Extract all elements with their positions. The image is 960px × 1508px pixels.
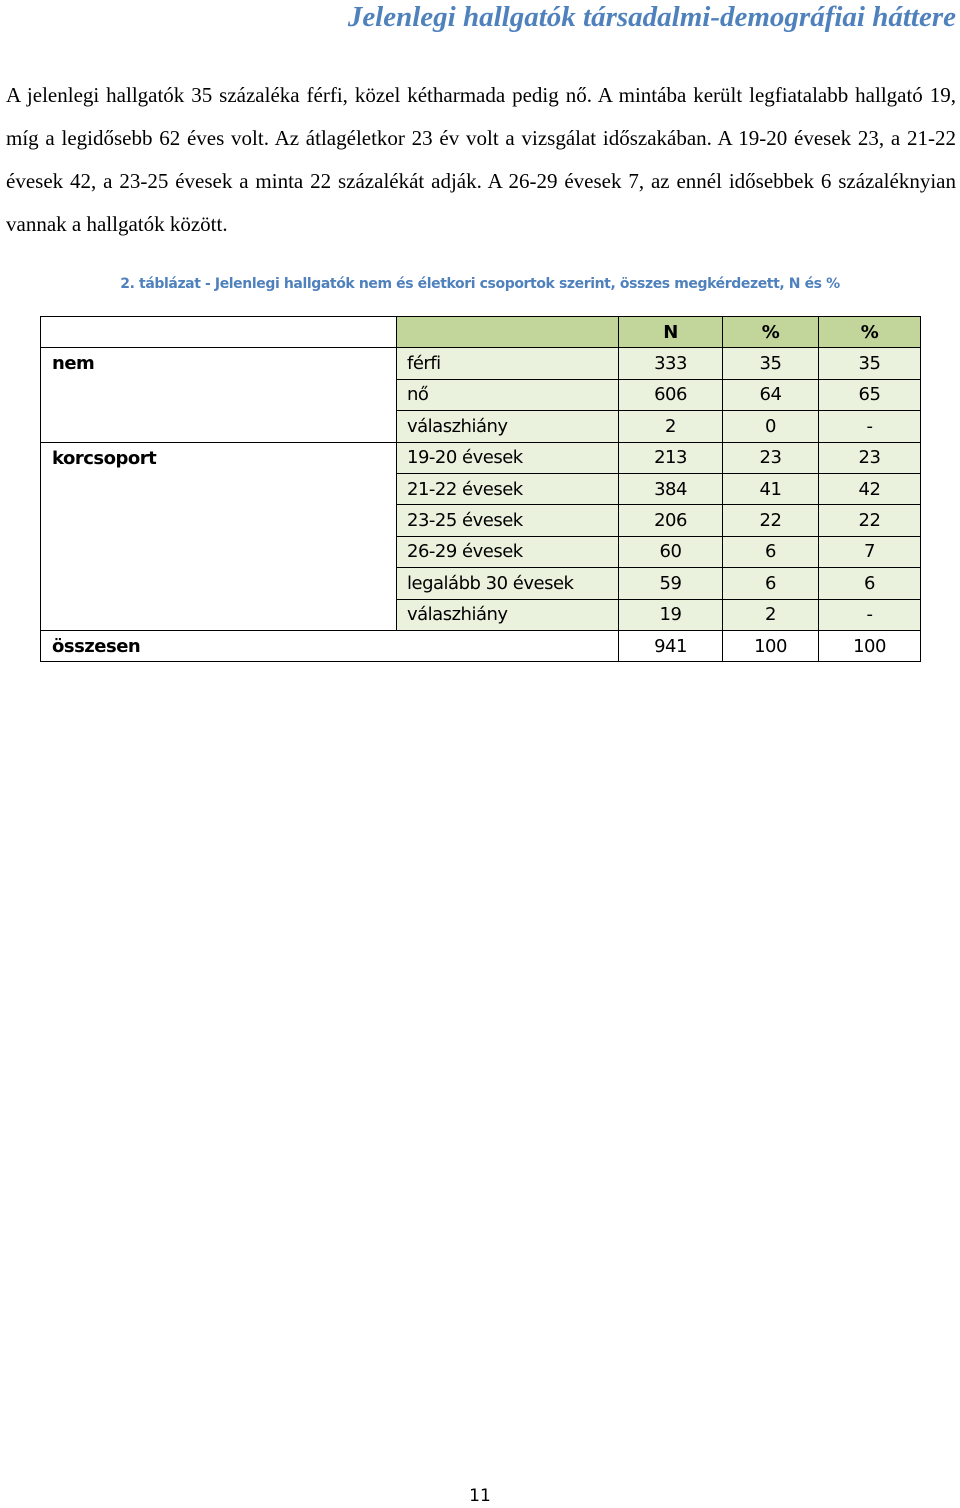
cell-percent: 65 [819,379,921,410]
cell-n: 213 [619,442,723,473]
body-paragraph: A jelenlegi hallgatók 35 százaléka férfi, közel kétharmada pedig nő. A mintába került legfiatalabb hallgató 19, míg a legidősebb 62 éves volt. Az átlagéletkor 23 év volt a vizsgálat időszakában. A 19-20 évesek 23, a 21-22 évesek 42, a 23-25 évesek a minta 22 százalékát adják. A 26-29 évesek 7, az ennél idősebbek 6 százaléknyian vannak a hallgatók között. [6,83,956,236]
cell-percent: 22 [723,505,819,536]
cell-n: 941 [619,630,723,661]
table-row [41,599,921,630]
row-label: válaszhiány [397,411,619,442]
cell-n: 2 [619,411,723,442]
table-row [41,536,921,567]
table-row [41,473,921,504]
section-heading: Jelenlegi hallgatók társadalmi-demográfiai háttere [347,1,956,33]
demographics-table [40,316,921,662]
column-header-n: N [619,317,723,348]
group-spacer-cell [41,505,397,536]
cell-n: 60 [619,536,723,567]
cell-percent: 64 [723,379,819,410]
group-spacer-cell [41,473,397,504]
header-blank-cell [397,317,619,348]
table-row [41,505,921,536]
table-caption: 2. táblázat - Jelenlegi hallgatók nem és életkori csoportok szerint, összes megkérdezett, N és % [120,276,840,292]
row-group-label: nem [41,348,397,379]
group-spacer-cell [41,568,397,599]
row-label: 26-29 évesek [397,536,619,567]
cell-n: 59 [619,568,723,599]
row-label: 21-22 évesek [397,473,619,504]
cell-percent: 35 [819,348,921,379]
cell-percent: 35 [723,348,819,379]
cell-n: 606 [619,379,723,410]
cell-percent: 6 [723,536,819,567]
row-label: válaszhiány [397,599,619,630]
row-label: 23-25 évesek [397,505,619,536]
cell-percent: 23 [819,442,921,473]
row-group-label: korcsoport [41,442,397,473]
row-label: 19-20 évesek [397,442,619,473]
row-label: nő [397,379,619,410]
table-row [41,379,921,410]
cell-percent: 2 [723,599,819,630]
cell-percent: - [819,599,921,630]
cell-percent: 0 [723,411,819,442]
table-row [41,442,921,473]
table-row [41,568,921,599]
cell-n: 333 [619,348,723,379]
cell-percent: 6 [723,568,819,599]
cell-percent: 41 [723,473,819,504]
cell-n: 19 [619,599,723,630]
table-header-row [41,317,921,348]
column-header-percent: % [819,317,921,348]
cell-n: 206 [619,505,723,536]
cell-percent: 7 [819,536,921,567]
cell-percent: 6 [819,568,921,599]
cell-percent: 22 [819,505,921,536]
group-spacer-cell [41,536,397,567]
cell-percent: 100 [819,630,921,661]
cell-percent: 42 [819,473,921,504]
cell-percent: - [819,411,921,442]
table-row [41,348,921,379]
table-total-row [41,630,921,661]
table-row [41,411,921,442]
page-number: 11 [469,1486,491,1506]
group-spacer-cell [41,599,397,630]
cell-percent: 23 [723,442,819,473]
header-blank-cell [41,317,397,348]
cell-percent: 100 [723,630,819,661]
column-header-percent: % [723,317,819,348]
row-label: legalább 30 évesek [397,568,619,599]
total-label: összesen [41,630,619,661]
group-spacer-cell [41,411,397,442]
row-label: férfi [397,348,619,379]
group-spacer-cell [41,379,397,410]
cell-n: 384 [619,473,723,504]
